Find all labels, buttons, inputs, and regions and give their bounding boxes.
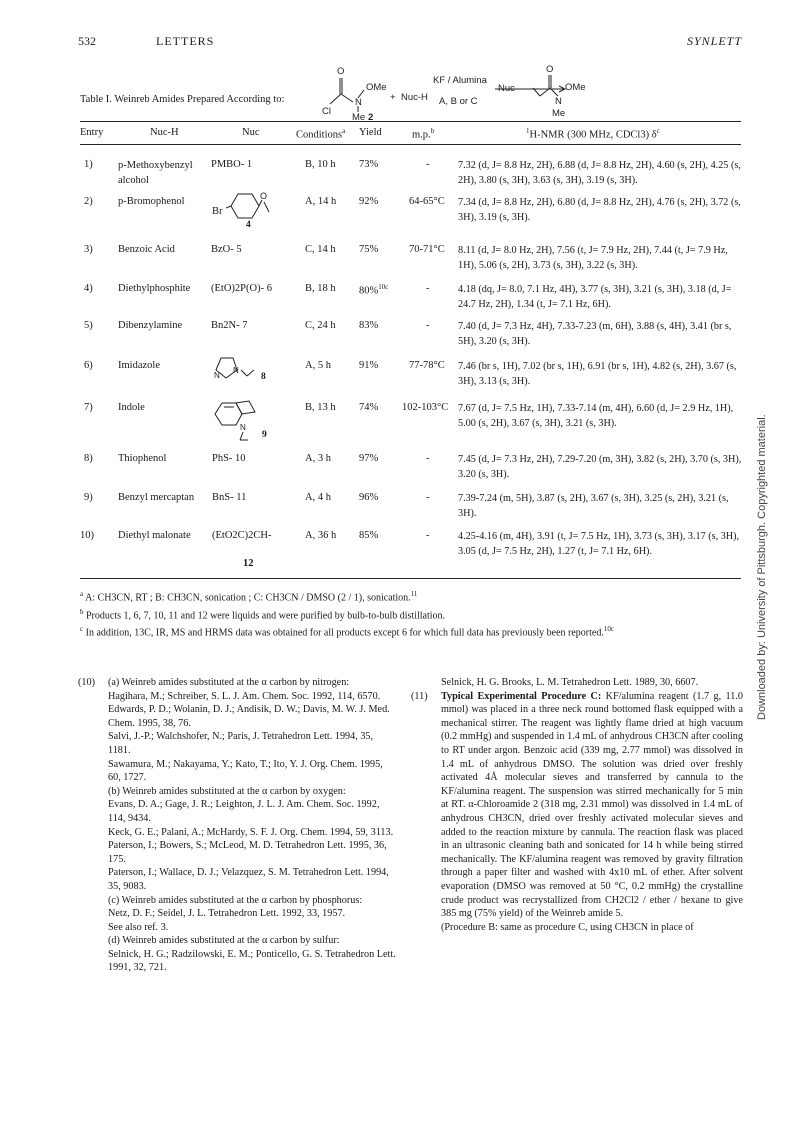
reaction-scheme	[300, 60, 600, 122]
svg-text:Me: Me	[352, 112, 366, 122]
col-nmr: $^1$H-NMR (300 MHz, CDCl3) $\delta^c$	[526, 127, 660, 141]
col-yield: Yield	[359, 127, 382, 138]
indole-structure	[212, 400, 262, 444]
svg-text:N: N	[233, 366, 239, 375]
page-number: 532	[78, 34, 96, 48]
col-entry: Entry	[80, 127, 104, 138]
svg-text:N: N	[355, 97, 362, 108]
svg-text:+: +	[390, 92, 396, 103]
svg-text:Cl: Cl	[322, 106, 331, 117]
svg-text:A, B or C: A, B or C	[439, 96, 478, 107]
svg-text:Nuc: Nuc	[498, 83, 515, 94]
svg-text:N: N	[240, 423, 246, 432]
svg-text:OMe: OMe	[565, 82, 586, 93]
svg-text:O: O	[260, 191, 268, 201]
references-right: Selnick, H. G. Brooks, L. M. Tetrahedron Lett. 1989, 30, 6607. (11) Typical Experimental Procedure C: KF/alumina reagent (1.7 g, 11.0 mmol) was placed in a three neck round bottomed flask equipped with a mechanical stirrer. The reagent was lightly flame dried at high vacuum (0.2 mmHg) and suspended in 1.4 mL of anhydrous CH3CN after cooling to RT under argon. Benzoic acid (339 mg, 2.77 mmol) was dissolved in 1.4 mL of anhydrous DMSO. The solution was dried over freshly activated 4Å molecular sieves and transferred by cannula to the KF/alumina reagent. The suspension was stirred mechanically for 5 min at RT. α-Chloroamide 2 (318 mg, 2.31 mmol) was dissolved in 1.4 mL of anhydrous CH3CN, dried over freshly activated molecular sieves and added to the reaction mixture by cannula. The reaction flask was placed in an ultrasonic cleaning bath and sonicated for 14 h while being stirred mechanically. The KF/alumina reagent was removed by gravity filtration through a paper filter and washed with 4x10 mL of ether. After solvent evaporation (DMSO was removed at 50 °C, 0.2 mmHg) the crystalline crude product was recrystallized from CH2Cl2 / ether / hexane to give 385 mg (75% yield) of the Weinreb amide 5. (Procedure B: same as procedure C, using CH3CN in place of	[411, 677, 743, 933]
svg-text:O: O	[546, 64, 554, 75]
svg-text:Me: Me	[552, 108, 566, 119]
svg-text:KF / Alumina: KF / Alumina	[433, 75, 487, 86]
svg-text:N: N	[214, 371, 220, 380]
svg-text:N: N	[555, 96, 562, 107]
col-nuc: Nuc	[242, 127, 260, 138]
references-left: (10) (a) Weinreb amides substituted at the α carbon by nitrogen: Hagihara, M.; Schreiber, S. L. J. Am. Chem. Soc. 1992, 114, 6570. Edwards, P. D.; Wolanin, D. J.; Andisik, D. W.; Davis, M. W. J. Med. Chem. 1995, 38, 76. Salvi, J.-P.; Walchshofer, N.; Paris, J. Tetrahedron Lett. 1994, 35, 1181. Sawamura, M.; Nakayama, Y.; Kato, T.; Ito, Y. J. Org. Chem. 1995, 60, 1727. (b) Weinreb amides substituted at the α carbon by oxygen: Evans, D. A.; Gage, J. R.; Leighton, J. L. J. Am. Chem. Soc. 1992, 114, 9434. Keck, G. E.; Palani, A.; McHardy, S. F. J. Org. Chem. 1994, 59, 3113. Paterson, I.; Bowers, S.; McLeod, M. D. Tetrahedron Lett. 1995, 36, 175. Paterson, I.; Wallace, D. J.; Velazquez, S. M. Tetrahedron Lett. 1994, 35, 9083. (c) Weinreb amides substituted at the α carbon by phosphorus: Netz, D. F.; Seidel, J. L. Tetrahedron Lett. 1992, 33, 1957. See also ref. 3. (d) Weinreb amides substituted at the α carbon by sulfur: Selnick, H. G.; Radzilowski, E. M.; Ponticello, G. S. Tetrahedron Lett. 1991, 32, 721.	[78, 677, 396, 974]
journal-name: SYNLETT	[687, 34, 743, 48]
table-title: Table I. Weinreb Amides Prepared According to:	[80, 94, 285, 105]
imidazole-structure	[212, 354, 258, 386]
table-header-rule	[80, 144, 741, 145]
section-label: LETTERS	[156, 34, 215, 48]
col-conditions: Conditions$^a$	[296, 127, 346, 141]
svg-text:O: O	[337, 66, 345, 77]
footnote-c: $^c$ In addition, 13C, IR, MS and HRMS data was obtained for all products except 6 for which full data has previously been reported.$^{10c}$	[80, 625, 614, 639]
download-watermark: Downloaded by: University of Pittsburgh. Copyrighted material.	[756, 414, 768, 720]
svg-text:OMe: OMe	[366, 82, 387, 93]
footnote-b: $^b$ Products 1, 6, 7, 10, 11 and 12 were liquids and were purified by bulb-to-bulb distillation.	[80, 608, 446, 622]
col-mp: m.p.$^b$	[412, 127, 435, 141]
footnote-a: $^a$ A: CH3CN, RT ; B: CH3CN, sonication ; C: CH3CN / DMSO (2 / 1), sonication.$^{11}$	[80, 590, 418, 604]
col-nuch: Nuc-H	[150, 127, 179, 138]
svg-text:Nuc-H: Nuc-H	[401, 92, 428, 103]
table-top-rule	[80, 121, 741, 122]
bromophenoxy-structure	[226, 190, 270, 222]
table-bottom-rule	[80, 578, 741, 579]
svg-text:2: 2	[368, 112, 374, 122]
